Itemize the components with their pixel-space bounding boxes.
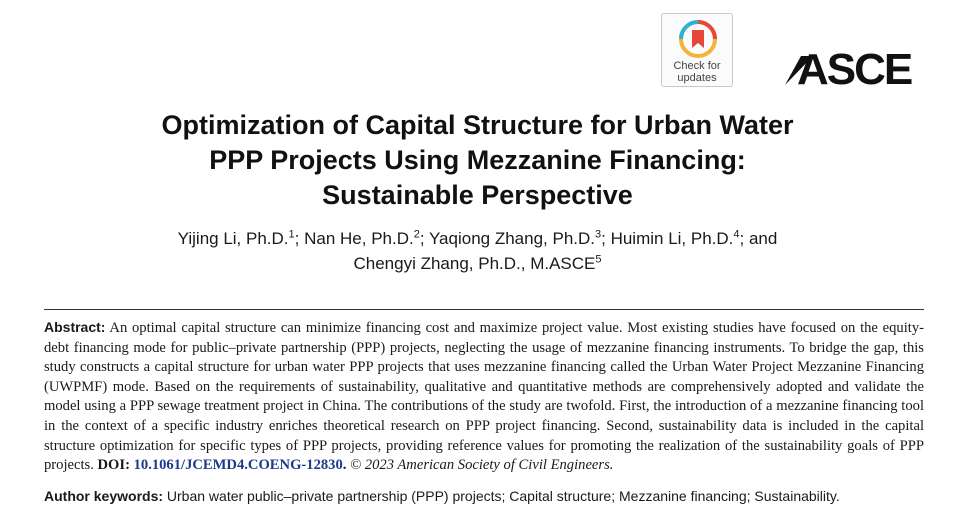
author-1-affiliation[interactable]: 1 (288, 228, 295, 241)
title-line-3: Sustainable Perspective (322, 180, 633, 210)
asce-logo (783, 44, 929, 86)
keywords-text: Urban water public–private partnership (PPP) projects; Capital structure; Mezzanine financing; Sustainability. (163, 488, 840, 504)
asce-logo-text: ASCE (797, 45, 912, 86)
author-3: ; Yaqiong Zhang, Ph.D. (419, 229, 595, 248)
abstract-label: Abstract: (44, 319, 106, 335)
doi-period: . (342, 457, 347, 474)
author-5: Chengyi Zhang, Ph.D., M.ASCE (353, 254, 596, 273)
badge-label-line2: updates (677, 72, 717, 84)
author-conjunction: ; and (739, 229, 778, 248)
author-keywords (44, 487, 924, 506)
badge-label (662, 60, 732, 84)
author-4-affiliation[interactable]: 4 (733, 228, 740, 241)
author-3-affiliation[interactable]: 3 (595, 228, 602, 241)
author-5-affiliation[interactable]: 5 (595, 253, 602, 266)
author-list (0, 226, 955, 276)
author-2: ; Nan He, Ph.D. (294, 229, 414, 248)
crossmark-icon (679, 20, 717, 58)
author-1: Yijing Li, Ph.D. (177, 229, 289, 248)
abstract-divider (44, 309, 924, 310)
doi-link[interactable]: 10.1061/JCEMD4.COENG-12830 (133, 457, 343, 474)
doi (98, 457, 347, 473)
author-2-affiliation[interactable]: 2 (413, 228, 420, 241)
keywords-label: Author keywords: (44, 488, 164, 504)
author-4: ; Huimin Li, Ph.D. (601, 229, 734, 248)
check-for-updates-badge[interactable] (661, 13, 733, 87)
abstract (44, 318, 924, 476)
title-line-1: Optimization of Capital Structure for Urban Water (161, 110, 794, 140)
title-line-2: PPP Projects Using Mezzanine Financing: (209, 145, 746, 175)
abstract-body: An optimal capital structure can minimize financing cost and maximize project value. Most existing studies have focused on the equity-debt financing mode for public–private partnership (PPP) projects, neglecting the usage of mezzanine financing instruments. To bridge the gap, this study constructs a capital structure for urban water PPP projects that uses mezzanine financing called the Urban Water Project Mezzanine Financing (UWPMF) mode. Based on the requirements of sustainability, qualitative and quantitative methods are comprehensively adopted and validate the model using a PPP sewage treatment project in China. The contributions of the study are twofold. First, the introduction of a mezzanine financing tool in the context of a specific industry enriches theoretical research on PPP project financing. Second, sustainability data is included in the capital structure optimization for specific types of PPP projects, providing reference values for promoting the realization of the sustainability goals of PPP projects. (44, 320, 924, 474)
copyright-notice: © 2023 American Society of Civil Engineers. (346, 457, 614, 474)
paper-title (0, 108, 955, 213)
badge-label-line1: Check for (673, 60, 721, 72)
doi-label: DOI: (97, 457, 134, 474)
